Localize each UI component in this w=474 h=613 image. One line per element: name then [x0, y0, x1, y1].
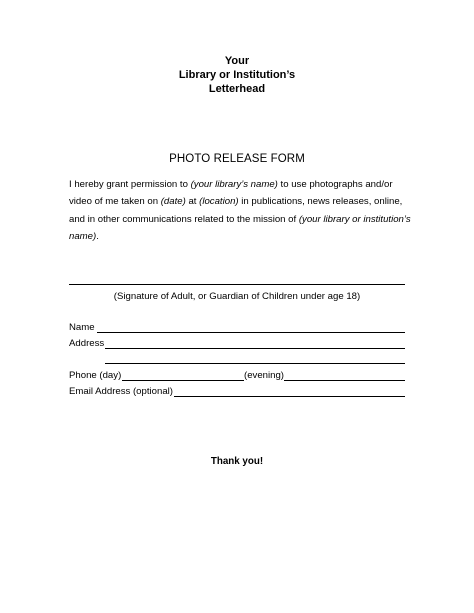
placeholder-library-name: (your library’s name) — [190, 179, 278, 190]
statement-text: in publications, news releases, online, — [238, 196, 403, 208]
statement-line-1 — [69, 176, 409, 193]
address-label: Address — [69, 338, 105, 349]
phone-evening-field-line[interactable] — [284, 380, 405, 381]
address-field-line-1[interactable] — [105, 348, 405, 349]
name-field-line[interactable] — [97, 332, 405, 333]
statement-line-3 — [69, 211, 409, 228]
placeholder-institution-name-end: name) — [69, 231, 97, 243]
statement-text: . — [96, 231, 99, 243]
placeholder-institution-name: (your library or institution’s — [298, 213, 411, 225]
statement-text: video of me taken on — [69, 196, 161, 208]
letterhead — [0, 54, 474, 96]
release-statement — [69, 176, 409, 246]
address-field-line-2[interactable] — [105, 363, 405, 364]
statement-text: to use photographs and/or — [277, 179, 393, 190]
form-title: PHOTO RELEASE FORM — [169, 153, 305, 165]
name-label: Name — [69, 322, 95, 333]
letterhead-line-3: Letterhead — [208, 83, 266, 95]
placeholder-location: (location) — [199, 196, 239, 208]
statement-line-4 — [69, 228, 409, 245]
signature-line[interactable] — [69, 284, 405, 285]
email-field-line[interactable] — [174, 396, 405, 397]
letterhead-line-2: Library or Institution’s — [178, 69, 296, 81]
phone-evening-label: (evening) — [244, 370, 284, 381]
signature-caption: (Signature of Adult, or Guardian of Children under age 18) — [113, 291, 361, 302]
statement-text: I hereby grant permission to — [69, 179, 191, 190]
email-label: Email Address (optional) — [69, 386, 173, 397]
closing-thank-you: Thank you! — [210, 456, 264, 467]
statement-line-2 — [69, 193, 409, 210]
phone-day-label: Phone (day) — [69, 370, 122, 381]
placeholder-date: (date) — [160, 196, 186, 208]
phone-day-field-line[interactable] — [122, 380, 244, 381]
statement-text: at — [185, 196, 200, 208]
letterhead-line-1: Your — [224, 55, 250, 67]
statement-text: and in other communications related to the mission of — [69, 213, 299, 225]
